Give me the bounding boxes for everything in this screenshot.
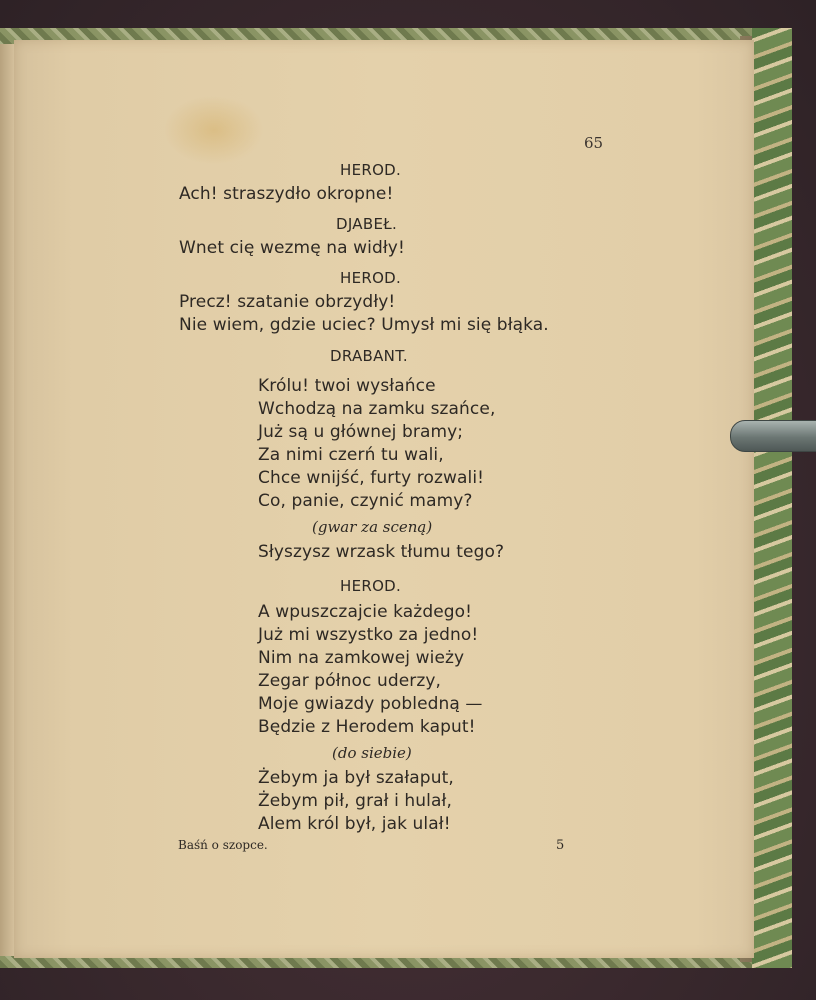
- verse-line: Już są u głównej bramy;: [258, 422, 464, 442]
- verse-line: Żebym pił, grał i hulał,: [258, 791, 452, 811]
- verse-line: Żebym ja był szałaput,: [258, 768, 454, 788]
- verse-line: Będzie z Herodem kaput!: [258, 717, 476, 737]
- verse-line: Co, panie, czynić mamy?: [258, 491, 473, 511]
- verse-line: Słyszysz wrzask tłumu tego?: [258, 542, 505, 562]
- speaker-name: HEROD.: [340, 269, 402, 287]
- verse-line: Wnet cię wezmę na widły!: [179, 238, 405, 258]
- verse-line: Królu! twoi wysłańce: [258, 376, 436, 396]
- verse-line: Zegar północ uderzy,: [258, 671, 442, 691]
- speaker-name: HEROD.: [340, 577, 402, 595]
- page-number: 65: [584, 134, 604, 152]
- verse-line: A wpuszczajcie każdego!: [258, 602, 473, 622]
- verse-line: Ach! straszydło okropne!: [179, 184, 394, 204]
- verse-line: Alem król był, jak ulał!: [258, 814, 451, 834]
- footer-sheet-number: 5: [556, 838, 565, 853]
- verse-line: Wchodzą na zamku szańce,: [258, 399, 496, 419]
- stage-direction: (do siebie): [332, 744, 412, 762]
- verse-line: Chce wnijść, furty rozwali!: [258, 468, 485, 488]
- verse-line: Nie wiem, gdzie uciec? Umysł mi się błąka.: [179, 315, 549, 335]
- verse-line: Nim na zamkowej wieży: [258, 648, 465, 668]
- verse-line: Precz! szatanie obrzydły!: [179, 292, 396, 312]
- verse-line: Za nimi czerń tu wali,: [258, 445, 444, 465]
- verse-line: Już mi wszystko za jedno!: [258, 625, 479, 645]
- verse-line: Moje gwiazdy pobledną —: [258, 694, 483, 714]
- speaker-name: DRABANT.: [330, 347, 408, 365]
- speaker-name: HEROD.: [340, 161, 402, 179]
- stage-direction: (gwar za sceną): [312, 518, 433, 536]
- footer-signature: Baśń o szopce.: [178, 838, 268, 852]
- speaker-name: DJABEŁ.: [336, 215, 398, 233]
